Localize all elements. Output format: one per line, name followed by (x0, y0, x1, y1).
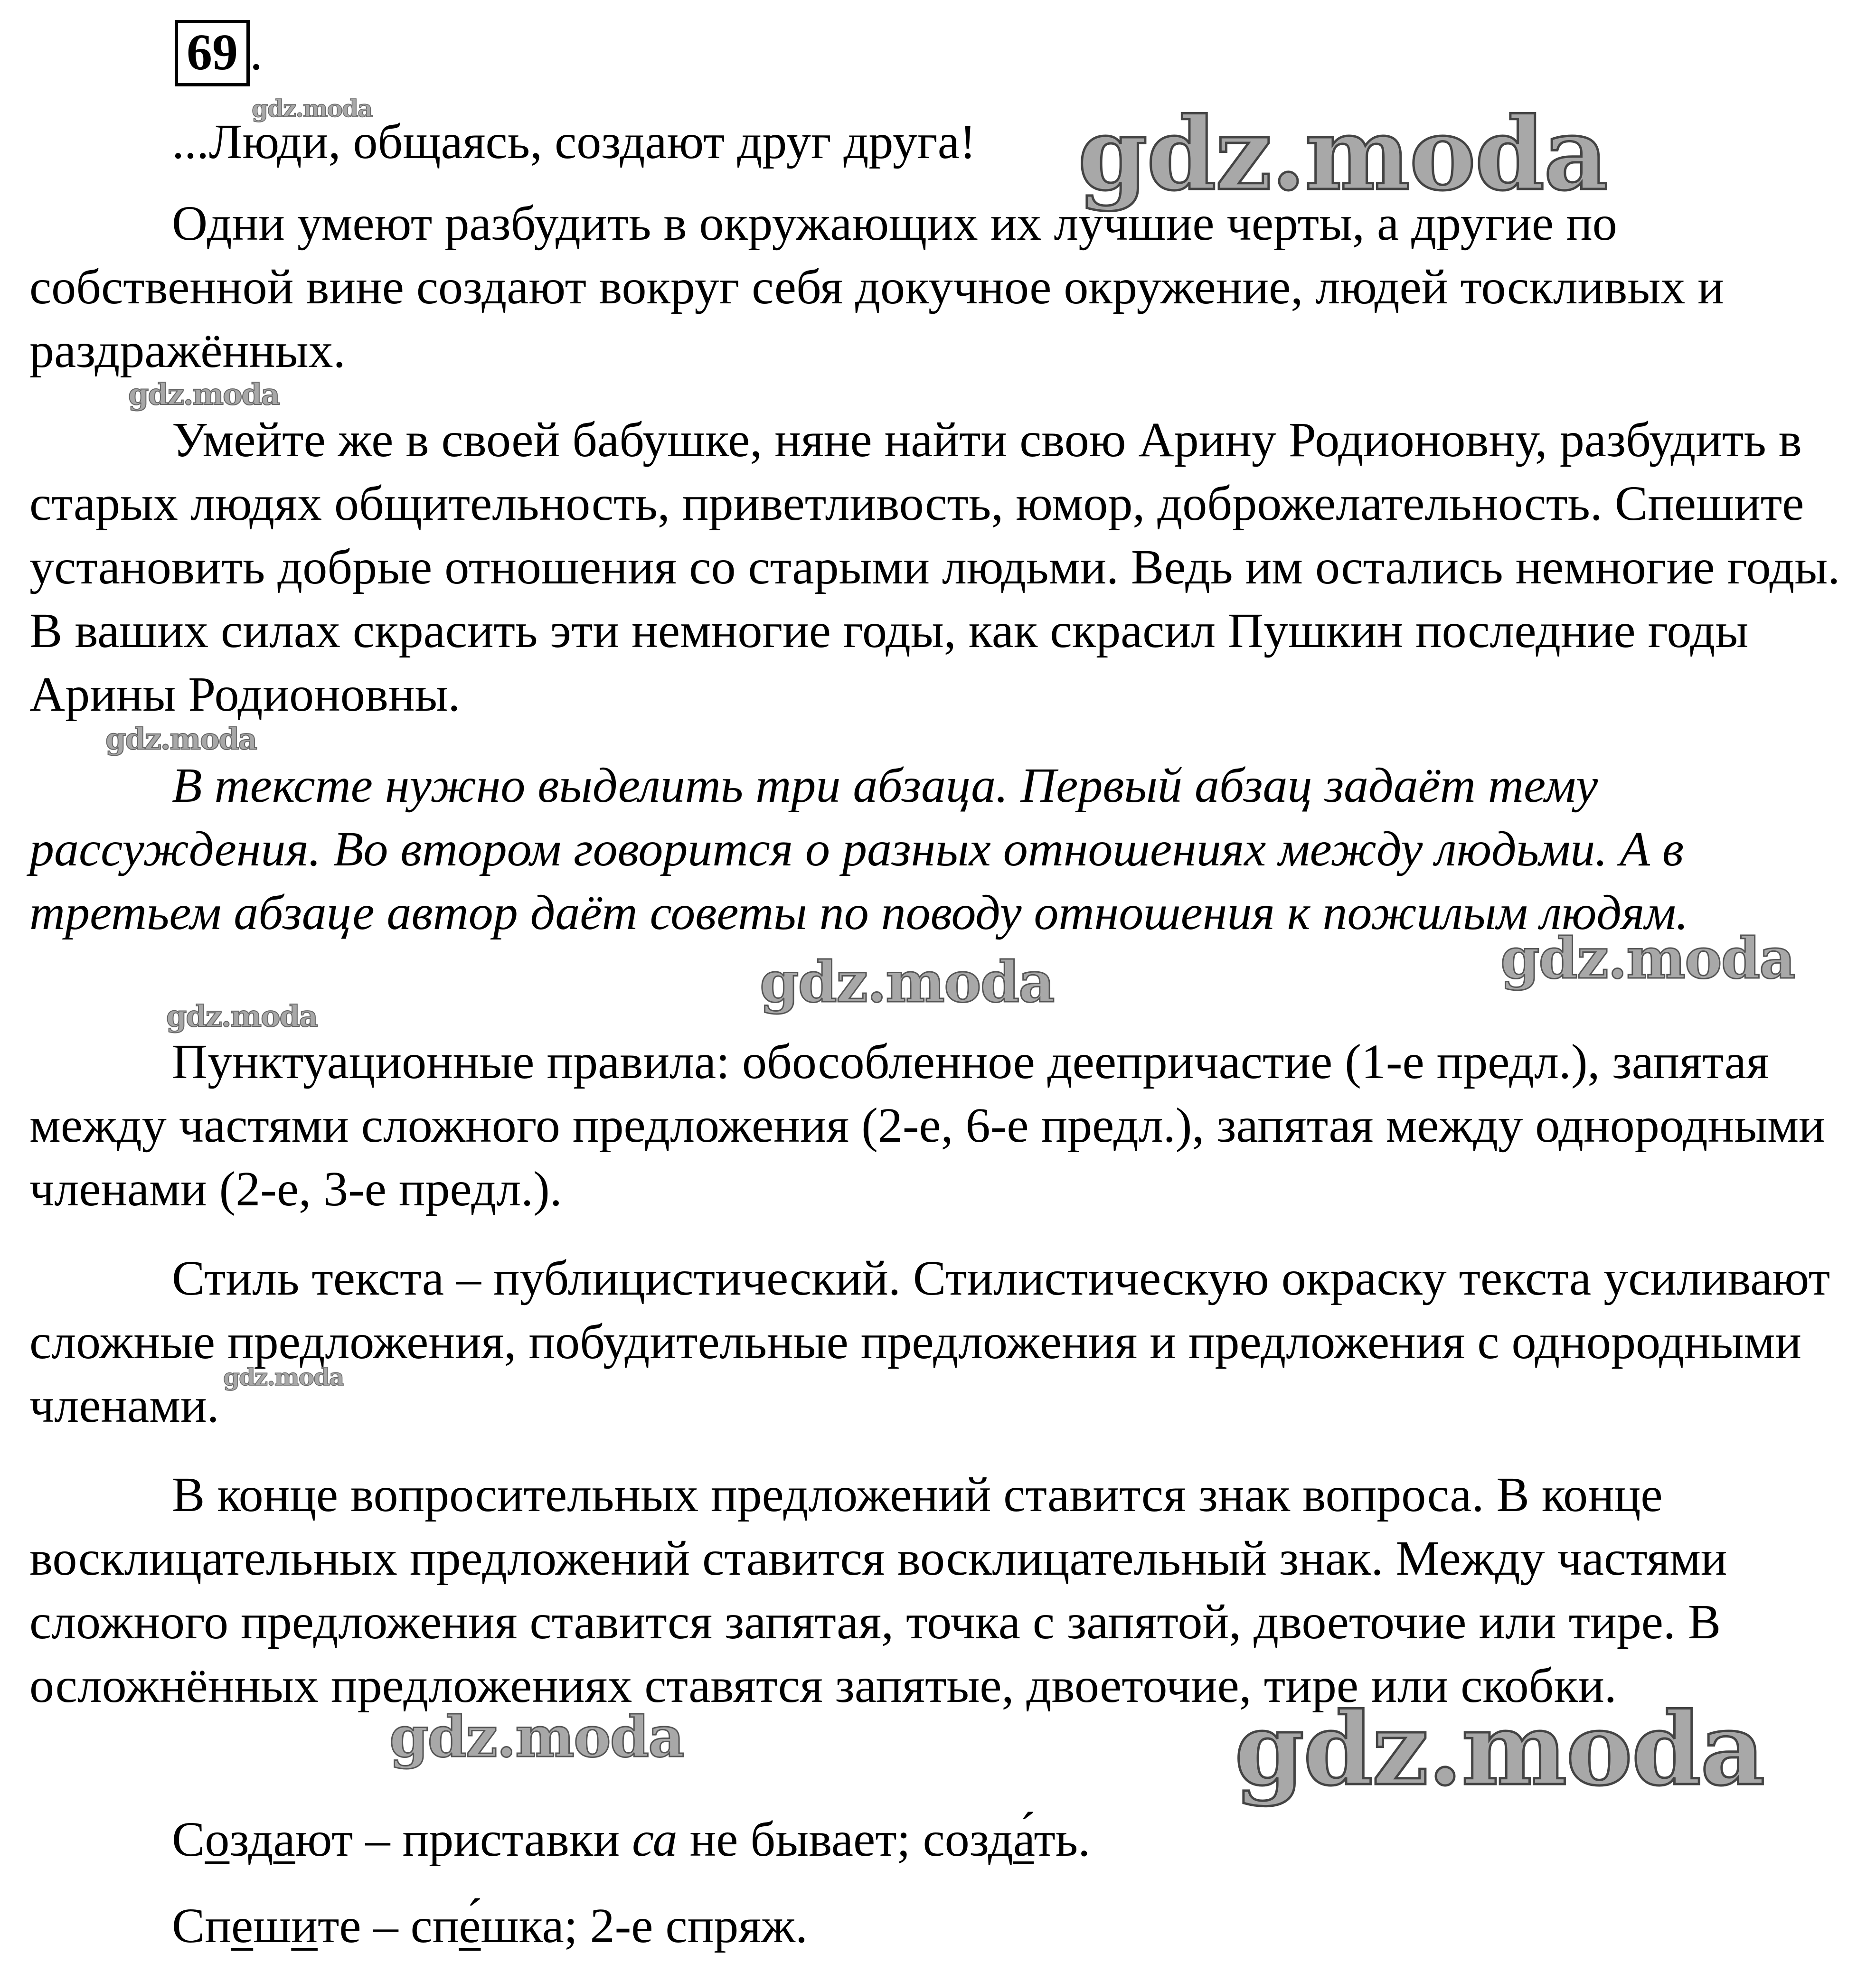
title-line: ...Люди, общаясь, создают друг друга! (172, 114, 976, 169)
word-note-1: Создают – приставки са не бывает; созда́ть. (172, 1812, 1091, 1867)
paragraph-6-block (29, 1463, 1872, 1718)
paragraph-3: В тексте нужно выделить три абзаца. Первый абзац задаёт тему рассуждения. Во втором говорится о разных отношениях между людьми. А в третьем абзаце автор даёт советы по поводу отношения к пожилым людям. (29, 758, 1696, 940)
watermark: gdz.moda (389, 1704, 684, 1770)
watermark: gdz.moda (166, 999, 317, 1033)
paragraph-4: Пунктуационные правила: обособленное деепричастие (1-е предл.), запятая между частями сложного предложения (2-е, 6-е предл.), запятая между однородными членами (2-е, 3-е предл.). (29, 1034, 1838, 1216)
watermark: gdz.moda (1078, 95, 1608, 213)
paragraph-2-block (29, 408, 1872, 726)
paragraph-6: В конце вопросительных предложений ставится знак вопроса. В конце восклицательных предложений ставится восклицательный знак. Между частями сложного предложения ставится запятая, точка с запятой, двоеточие или тире. В осложнённых предложениях ставятся запятые, двоеточие, тире или скобки. (29, 1467, 1740, 1713)
watermark: gdz.moda (1235, 1691, 1764, 1808)
exercise-number: 69 . (175, 20, 263, 86)
paragraph-5: Стиль текста – публицистический. Стилистическую окраску текста усиливают сложные предложения, побудительные предложения и предложения с однородными членами. (29, 1251, 1843, 1433)
word-note-1-block (29, 1808, 1872, 1871)
watermark: gdz.moda (252, 94, 372, 122)
paragraph-1: Одни умеют разбудить в окружающих их лучшие черты, а другие по собственной вине создают вокруг себя докучное окружение, людей тоскливых и раздражённых. (29, 196, 1736, 378)
paragraph-5-block (29, 1247, 1872, 1437)
watermark: gdz.moda (105, 722, 256, 756)
watermark: gdz.moda (128, 377, 279, 412)
word-note-2-block (29, 1894, 1872, 1958)
paragraph-2: Умейте же в своей бабушке, няне найти свою Арину Родионовну, разбудить в старых людях общительность, приветливость, юмор, доброжелательность. Спешите установить добрые отношения со старыми людьми. Ведь им остались немногие годы. В ваших силах скрасить эти немногие годы, как скрасил Пушкин последние годы Арины Родионовны. (29, 413, 1853, 722)
watermark: gdz.moda (1500, 925, 1795, 991)
paragraph-4-block (29, 1030, 1872, 1221)
exercise-number-box: 69 (175, 20, 250, 86)
watermark: gdz.moda (760, 949, 1054, 1015)
paragraph-3-block (29, 754, 1872, 945)
paragraph-1-block (29, 192, 1872, 383)
word-note-2: Спешите – спе́шка; 2-е спряж. (172, 1898, 808, 1953)
watermark: gdz.moda (223, 1363, 344, 1391)
